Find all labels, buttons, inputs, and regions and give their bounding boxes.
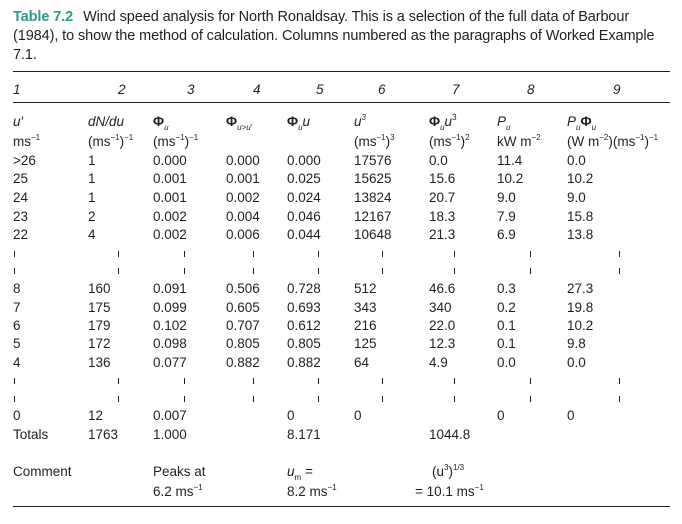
ellipsis-mark-b-7 xyxy=(454,268,455,274)
table-row-top-5-c9: 13.8 xyxy=(567,227,594,242)
table-row-mid-1-c2: 160 xyxy=(88,281,111,296)
totals-label: Totals xyxy=(13,427,49,442)
table-row-top-5-c3: 0.002 xyxy=(153,227,187,242)
table-row-mid-3-c4: 0.707 xyxy=(226,318,260,333)
ellipsis-mark-a-7 xyxy=(454,251,455,257)
table-row-mid-2-c8: 0.2 xyxy=(497,300,516,315)
table-row-top-1-c1: >26 xyxy=(13,153,36,168)
header-phi-u-u-cubed: $\Phi_uu^3$ xyxy=(429,113,457,132)
table-row-mid-5-c1: 4 xyxy=(13,355,21,370)
ellipsis-mark-b-3 xyxy=(184,268,185,274)
table-row-top-4-c9: 15.8 xyxy=(567,209,594,224)
caption-text: Wind speed analysis for North Ronaldsay. This is a selection of the full data of Barbour (1984), to show the method of calculation. Columns numbered as the paragraphs of Worked Example 7.1. xyxy=(13,9,655,63)
table-row-mid-1-c8: 0.3 xyxy=(497,281,516,296)
table-row-mid-3-c5: 0.612 xyxy=(287,318,321,333)
comment-c7-line2: = 10.1 $ms^{-1}$ xyxy=(415,483,484,499)
table-row-top-3-c2: 1 xyxy=(88,190,96,205)
table-row-top-2-c5: 0.025 xyxy=(287,171,321,186)
header-phi-u: $\Phi_u$ xyxy=(153,114,169,132)
table-row-mid-5-c3: 0.077 xyxy=(153,355,187,370)
ellipsis-mark-a-6 xyxy=(382,251,383,257)
top-rule xyxy=(13,71,670,72)
col-number-1: 1 xyxy=(13,82,21,97)
col-number-6: 6 xyxy=(378,82,386,97)
ellipsis-mark-c-9 xyxy=(619,378,620,384)
table-label: Table 7.2 xyxy=(13,9,74,25)
ellipsis-mark-a-3 xyxy=(184,251,185,257)
table-row-mid-1-c7: 46.6 xyxy=(429,281,456,296)
ellipsis-mark-d-9 xyxy=(619,396,620,402)
ellipsis-mark-c-7 xyxy=(454,378,455,384)
unit-c8: kW $m^{-2}$ xyxy=(497,133,541,149)
table-row-top-4-c1: 23 xyxy=(13,209,29,224)
header-phi-u-u: $\Phi_uu$ xyxy=(287,114,311,132)
table-row-top-5-c1: 22 xyxy=(13,227,29,242)
table-row-mid-3-c6: 216 xyxy=(354,318,377,333)
table-row-zero-c9: 0 xyxy=(567,408,575,423)
comment-c5-line2: 8.2 $ms^{-1}$ xyxy=(287,483,337,499)
table-row-top-3-c3: 0.001 xyxy=(153,190,187,205)
table-row-mid-3-c1: 6 xyxy=(13,318,21,333)
col-number-4: 4 xyxy=(253,82,261,97)
col-number-8: 8 xyxy=(527,82,535,97)
table-row-top-1-c8: 11.4 xyxy=(497,153,523,168)
totals-c5: 8.171 xyxy=(287,427,321,442)
unit-c6: $(ms^{-1})^3$ xyxy=(354,133,395,149)
table-row-mid-1-c1: 8 xyxy=(13,281,21,296)
table-row-top-4-c3: 0.002 xyxy=(153,209,187,224)
table-row-top-3-c6: 13824 xyxy=(354,190,392,205)
table-row-top-1-c7: 0.0 xyxy=(429,153,448,168)
table-row-mid-1-c5: 0.728 xyxy=(287,281,321,296)
unit-c7: $(ms^{-1})^2$ xyxy=(429,133,470,149)
table-row-top-1-c2: 1 xyxy=(88,153,96,168)
table-row-top-1-c9: 0.0 xyxy=(567,153,586,168)
table-row-top-2-c8: 10.2 xyxy=(497,171,524,186)
ellipsis-mark-b-2 xyxy=(118,268,119,274)
table-row-top-5-c7: 21.3 xyxy=(429,227,456,242)
unit-c2: $(ms^{-1})^{-1}$ xyxy=(88,133,134,149)
ellipsis-mark-b-6 xyxy=(382,268,383,274)
table-row-top-4-c8: 7.9 xyxy=(497,209,516,224)
table-row-mid-1-c3: 0.091 xyxy=(153,281,187,296)
table-row-mid-3-c3: 0.102 xyxy=(153,318,187,333)
table-row-mid-2-c6: 343 xyxy=(354,300,377,315)
table-row-top-2-c1: 25 xyxy=(13,171,29,186)
table-row-top-4-c2: 2 xyxy=(88,209,96,224)
table-row-mid-3-c9: 10.2 xyxy=(567,318,594,333)
ellipsis-mark-d-4 xyxy=(253,396,254,402)
ellipsis-mark-b-5 xyxy=(318,268,319,274)
table-row-mid-2-c4: 0.605 xyxy=(226,300,260,315)
header-u-prime: u′ xyxy=(13,114,24,129)
table-row-top-2-c2: 1 xyxy=(88,171,96,186)
table-row-top-2-c7: 15.6 xyxy=(429,171,456,186)
table-row-top-3-c9: 9.0 xyxy=(567,190,586,205)
table-row-zero-c5: 0 xyxy=(287,408,295,423)
ellipsis-mark-a-8 xyxy=(530,251,531,257)
table-row-mid-3-c2: 179 xyxy=(88,318,111,333)
ellipsis-mark-d-8 xyxy=(530,396,531,402)
bottom-rule xyxy=(13,506,670,507)
table-row-zero-c2: 12 xyxy=(88,408,104,423)
col-number-3: 3 xyxy=(187,82,195,97)
table-row-top-3-c5: 0.024 xyxy=(287,190,321,205)
comment-label: Comment xyxy=(13,464,72,479)
header-u-cubed: $u^3$ xyxy=(354,113,366,129)
table-caption xyxy=(13,8,673,65)
table-row-mid-4-c9: 9.8 xyxy=(567,336,586,351)
table-row-mid-1-c4: 0.506 xyxy=(226,281,260,296)
ellipsis-mark-a-1 xyxy=(14,251,15,257)
ellipsis-mark-d-5 xyxy=(318,396,319,402)
col-number-9: 9 xyxy=(613,82,621,97)
ellipsis-mark-a-5 xyxy=(318,251,319,257)
header-phi-u-gt: $\Phi_{u>u'}$ xyxy=(226,114,253,132)
table-row-mid-3-c7: 22.0 xyxy=(429,318,456,333)
table-row-top-2-c3: 0.001 xyxy=(153,171,187,186)
table-row-top-4-c4: 0.004 xyxy=(226,209,260,224)
unit-c3: $(ms^{-1})^{-1}$ xyxy=(153,133,199,149)
table-row-mid-5-c9: 0.0 xyxy=(567,355,586,370)
ellipsis-mark-d-1 xyxy=(14,396,15,402)
header-rule xyxy=(13,102,670,103)
ellipsis-mark-c-1 xyxy=(14,378,15,384)
ellipsis-mark-c-8 xyxy=(530,378,531,384)
ellipsis-mark-b-1 xyxy=(14,268,15,274)
header-p-u: $P_u$ xyxy=(497,114,511,132)
table-row-top-1-c3: 0.000 xyxy=(153,153,187,168)
ellipsis-mark-c-2 xyxy=(118,378,119,384)
table-row-mid-2-c7: 340 xyxy=(429,300,452,315)
totals-c7: 1044.8 xyxy=(429,427,471,442)
table-row-top-5-c4: 0.006 xyxy=(226,227,260,242)
col-number-2: 2 xyxy=(118,82,126,97)
totals-c2: 1763 xyxy=(88,427,119,442)
table-row-mid-5-c8: 0.0 xyxy=(497,355,516,370)
table-row-mid-1-c9: 27.3 xyxy=(567,281,594,296)
table-row-mid-2-c1: 7 xyxy=(13,300,21,315)
table-row-top-4-c6: 12167 xyxy=(354,209,392,224)
table-row-top-2-c6: 15625 xyxy=(354,171,392,186)
table-row-zero-c6: 0 xyxy=(354,408,362,423)
table-row-top-1-c6: 17576 xyxy=(354,153,392,168)
table-row-top-3-c1: 24 xyxy=(13,190,29,205)
comment-c3-line1: Peaks at xyxy=(153,464,206,479)
unit-c9: (W $m^{-2})(ms^{-1})^{-1}$ xyxy=(567,133,659,149)
ellipsis-mark-a-9 xyxy=(619,251,620,257)
comment-c7-line1: $(u^3)^{1/3}$ xyxy=(432,463,465,479)
col-number-5: 5 xyxy=(316,82,324,97)
table-row-top-3-c4: 0.002 xyxy=(226,190,260,205)
table-row-top-1-c5: 0.000 xyxy=(287,153,321,168)
table-row-top-3-c8: 9.0 xyxy=(497,190,516,205)
header-dn-du: dN/du xyxy=(88,114,125,129)
table-row-mid-5-c5: 0.882 xyxy=(287,355,321,370)
ellipsis-mark-b-4 xyxy=(253,268,254,274)
ellipsis-mark-c-3 xyxy=(184,378,185,384)
table-row-top-1-c4: 0.000 xyxy=(226,153,260,168)
table-row-mid-2-c9: 19.8 xyxy=(567,300,594,315)
ellipsis-mark-d-6 xyxy=(382,396,383,402)
ellipsis-mark-a-4 xyxy=(253,251,254,257)
table-row-mid-4-c3: 0.098 xyxy=(153,336,187,351)
ellipsis-mark-d-2 xyxy=(118,396,119,402)
ellipsis-mark-d-7 xyxy=(454,396,455,402)
table-row-top-2-c9: 10.2 xyxy=(567,171,594,186)
unit-c1: $ms^{-1}$ xyxy=(13,133,41,149)
table-row-zero-c1: 0 xyxy=(13,408,21,423)
header-p-phi: $P_u\Phi_u$ xyxy=(567,114,597,132)
totals-c3: 1.000 xyxy=(153,427,187,442)
table-row-top-5-c2: 4 xyxy=(88,227,96,242)
ellipsis-mark-b-9 xyxy=(619,268,620,274)
table-row-zero-c8: 0 xyxy=(497,408,505,423)
table-row-mid-4-c2: 172 xyxy=(88,336,111,351)
comment-c5-line1: $u_m$ = xyxy=(287,464,313,482)
table-row-mid-1-c6: 512 xyxy=(354,281,377,296)
table-row-mid-4-c1: 5 xyxy=(13,336,21,351)
ellipsis-mark-c-4 xyxy=(253,378,254,384)
comment-c3-line2: 6.2 $ms^{-1}$ xyxy=(153,483,203,499)
ellipsis-mark-c-5 xyxy=(318,378,319,384)
table-row-mid-2-c5: 0.693 xyxy=(287,300,321,315)
table-row-top-3-c7: 20.7 xyxy=(429,190,456,205)
ellipsis-mark-d-3 xyxy=(184,396,185,402)
table-row-top-2-c4: 0.001 xyxy=(226,171,260,186)
table-row-top-5-c8: 6.9 xyxy=(497,227,516,242)
table-row-mid-3-c8: 0.1 xyxy=(497,318,516,333)
table-row-top-4-c5: 0.046 xyxy=(287,209,321,224)
table-row-top-5-c5: 0.044 xyxy=(287,227,321,242)
ellipsis-mark-c-6 xyxy=(382,378,383,384)
table-row-mid-4-c5: 0.805 xyxy=(287,336,321,351)
table-row-mid-2-c2: 175 xyxy=(88,300,111,315)
table-row-top-5-c6: 10648 xyxy=(354,227,392,242)
table-row-mid-2-c3: 0.099 xyxy=(153,300,187,315)
ellipsis-mark-a-2 xyxy=(118,251,119,257)
table-row-mid-5-c7: 4.9 xyxy=(429,355,448,370)
table-row-zero-c3: 0.007 xyxy=(153,408,187,423)
ellipsis-mark-b-8 xyxy=(530,268,531,274)
table-row-mid-5-c2: 136 xyxy=(88,355,111,370)
table-row-top-4-c7: 18.3 xyxy=(429,209,456,224)
table-row-mid-5-c4: 0.882 xyxy=(226,355,260,370)
table-row-mid-4-c7: 12.3 xyxy=(429,336,456,351)
table-row-mid-4-c6: 125 xyxy=(354,336,377,351)
col-number-7: 7 xyxy=(452,82,460,97)
table-row-mid-4-c4: 0.805 xyxy=(226,336,260,351)
table-row-mid-5-c6: 64 xyxy=(354,355,370,370)
table-row-mid-4-c8: 0.1 xyxy=(497,336,516,351)
